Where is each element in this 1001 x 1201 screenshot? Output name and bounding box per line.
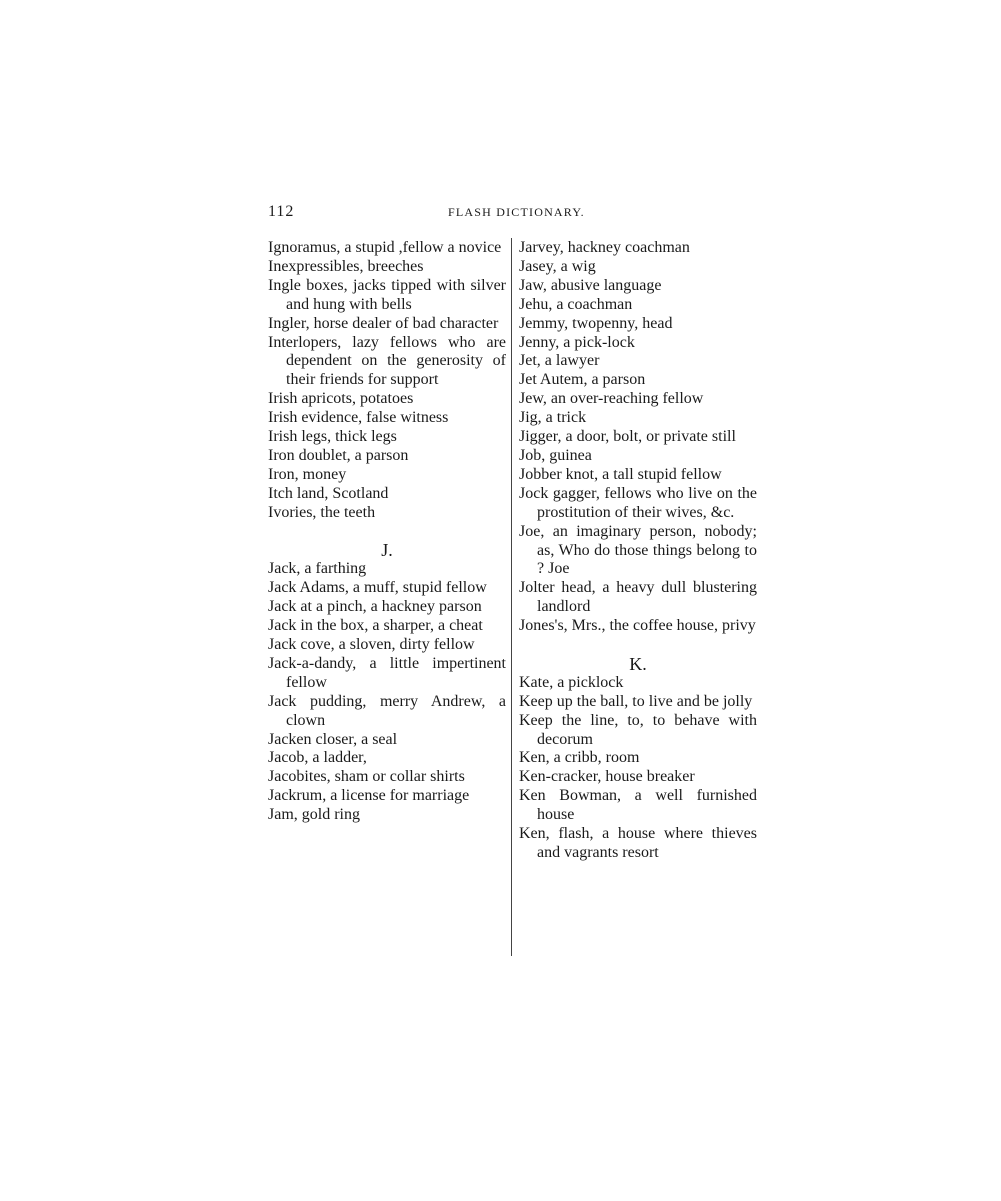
dictionary-entry: Jam, gold ring	[268, 806, 360, 824]
entry-list-i	[268, 239, 506, 523]
dictionary-entry: Jackrum, a license for marriage	[268, 787, 470, 805]
dictionary-entry: Keep the line, to, to behave with decorum	[519, 711, 757, 748]
dictionary-entry: Jack-a-dandy, a little impertinent fellow	[268, 654, 506, 691]
page-number: 112	[268, 203, 295, 220]
dictionary-entry: Jack, a farthing	[268, 560, 367, 578]
dictionary-entry: Jack at a pinch, a hackney parson	[268, 598, 482, 616]
dictionary-entry: Jet, a lawyer	[519, 352, 600, 370]
dictionary-entry: Jacobites, sham or collar shirts	[268, 768, 465, 786]
dictionary-entry: Jig, a trick	[519, 409, 587, 427]
dictionary-entry: Ivories, the teeth	[268, 503, 376, 521]
dictionary-entry: Itch land, Scotland	[268, 484, 389, 502]
dictionary-entry: Job, guinea	[519, 446, 592, 464]
page-header	[268, 203, 758, 225]
dictionary-entry: Jacob, a ladder,	[268, 749, 367, 767]
dictionary-entry: Jet Autem, a parson	[519, 371, 646, 389]
section-spacer	[519, 636, 757, 655]
dictionary-entry: Jigger, a door, bolt, or private still	[519, 428, 736, 446]
dictionary-entry: Jolter head, a heavy dull blustering landlord	[519, 579, 757, 616]
dictionary-entry: Jacken closer, a seal	[268, 730, 398, 748]
dictionary-entry: Ignoramus, a stupid ,fellow a novice	[268, 239, 502, 256]
dictionary-entry: Ken, flash, a house where thieves and vagrants resort	[519, 825, 757, 861]
dictionary-entry: Jaw, abusive language	[519, 276, 662, 294]
dictionary-entry: Jasey, a wig	[519, 257, 596, 275]
dictionary-entry: Ingle boxes, jacks tipped with silver and hung with bells	[268, 276, 506, 313]
dictionary-entry: Ingler, horse dealer of bad character	[268, 314, 499, 332]
dictionary-entry: Keep up the ball, to live and be jolly	[519, 692, 753, 710]
left-column	[268, 239, 506, 825]
running-head: FLASH DICTIONARY.	[448, 205, 585, 219]
right-column	[519, 239, 757, 863]
dictionary-entry: Jew, an over-reaching fellow	[519, 390, 704, 408]
dictionary-entry: Irish evidence, false witness	[268, 409, 449, 427]
dictionary-entry: Ken-cracker, house breaker	[519, 768, 695, 786]
dictionary-entry: Ken Bowman, a well furnished house	[519, 787, 757, 824]
section-spacer	[268, 523, 506, 542]
dictionary-entry: Jenny, a pick-lock	[519, 333, 635, 351]
dictionary-entry: Kate, a picklock	[519, 673, 624, 691]
dictionary-entry: Jack pudding, merry Andrew, a clown	[268, 692, 506, 729]
entry-list-j	[268, 560, 506, 825]
dictionary-entry: Jones's, Mrs., the coffee house, privy	[519, 617, 756, 635]
dictionary-entry: Jobber knot, a tall stupid fellow	[519, 465, 722, 483]
entry-list-k	[519, 674, 757, 863]
dictionary-entry: Joe, an imaginary person, nobody; as, Who do those things belong to ? Joe	[519, 522, 757, 578]
dictionary-entry: Irish legs, thick legs	[268, 428, 397, 446]
dictionary-entry: Jack in the box, a sharper, a cheat	[268, 617, 483, 635]
entry-list-j-continued	[519, 239, 757, 636]
column-divider	[511, 238, 512, 956]
dictionary-entry: Ken, a cribb, room	[519, 749, 640, 767]
dictionary-entry: Jack cove, a sloven, dirty fellow	[268, 636, 475, 654]
dictionary-entry: Jock gagger, fellows who live on the prostitution of their wives, &c.	[519, 484, 757, 521]
dictionary-entry: Jehu, a coachman	[519, 295, 633, 313]
dictionary-entry: Interlopers, lazy fellows who are dependent on the generosity of their friends for support	[268, 333, 506, 389]
section-heading-k: K.	[629, 653, 647, 674]
dictionary-entry: Irish apricots, potatoes	[268, 390, 414, 408]
dictionary-entry: Inexpressibles, breeches	[268, 257, 424, 275]
dictionary-entry: Jarvey, hackney coachman	[519, 239, 690, 256]
dictionary-entry: Iron doublet, a parson	[268, 446, 409, 464]
dictionary-entry: Iron, money	[268, 465, 347, 483]
dictionary-entry: Jemmy, twopenny, head	[519, 314, 673, 332]
dictionary-entry: Jack Adams, a muff, stupid fellow	[268, 579, 487, 597]
section-heading-j: J.	[381, 540, 393, 561]
